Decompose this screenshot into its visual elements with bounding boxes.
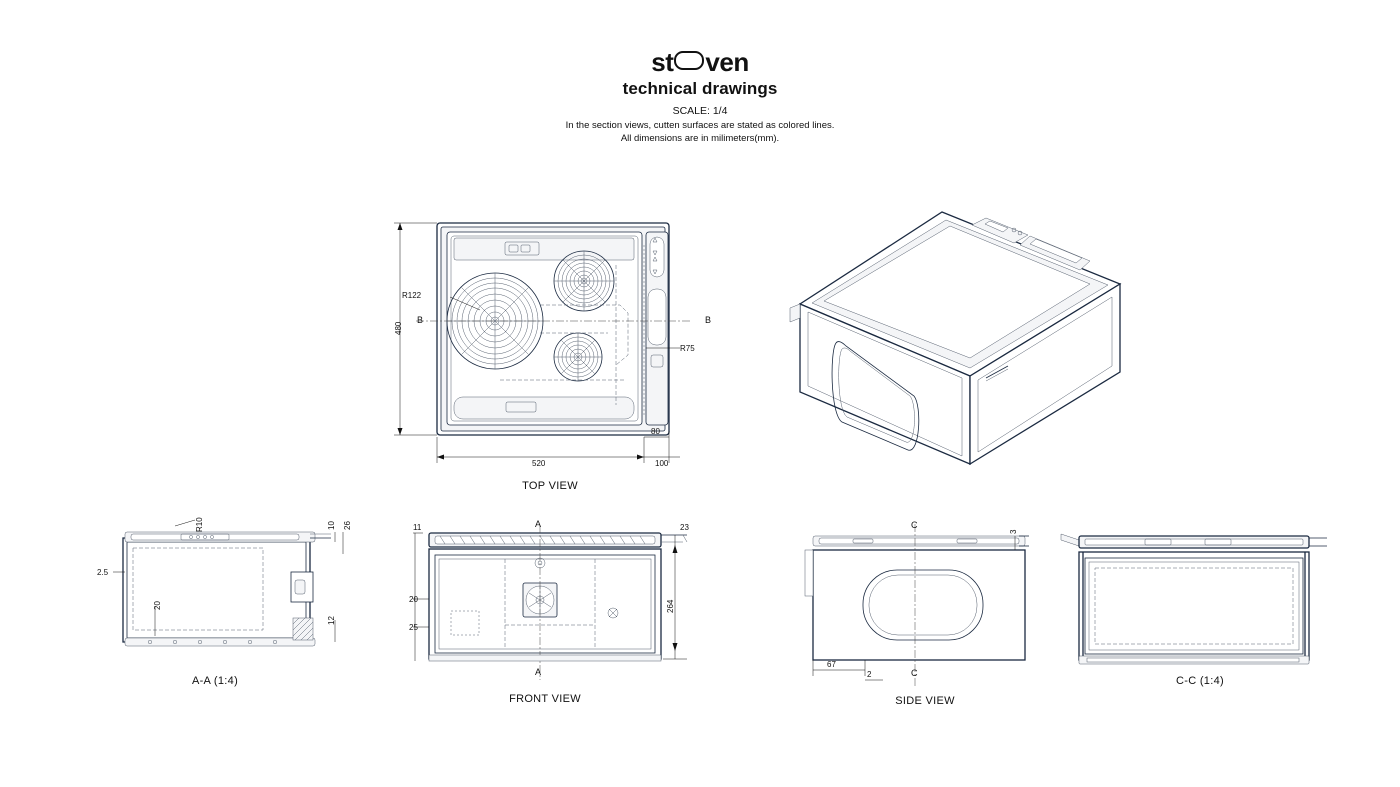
front-view-caption: FRONT VIEW bbox=[509, 693, 581, 705]
side-view-drawing bbox=[805, 510, 1045, 710]
section-mark-b-left: B bbox=[417, 315, 424, 325]
dim-side-67: 67 bbox=[827, 660, 836, 669]
logo-oval-icon bbox=[674, 51, 704, 70]
logo-text-prefix: st bbox=[651, 47, 674, 77]
isometric-drawing bbox=[790, 200, 1130, 490]
section-mark-c-bottom: C bbox=[911, 668, 918, 678]
front-view-drawing bbox=[395, 505, 725, 705]
section-aa-caption: A-A (1:4) bbox=[191, 675, 239, 687]
side-view-caption: SIDE VIEW bbox=[895, 695, 955, 707]
logo-text-suffix: ven bbox=[705, 47, 749, 77]
dim-top-100: 100 bbox=[655, 459, 669, 468]
section-cc-caption: C-C (1:4) bbox=[1176, 675, 1224, 687]
dim-aa-20: 20 bbox=[153, 601, 162, 610]
dim-aa-10: 10 bbox=[327, 521, 336, 530]
dim-front-264: 264 bbox=[666, 599, 675, 613]
section-mark-a-bottom: A bbox=[535, 667, 542, 677]
section-mark-b-right: B bbox=[705, 315, 712, 325]
dim-side-2: 2 bbox=[867, 670, 872, 679]
side-view bbox=[805, 510, 1045, 710]
section-aa-view bbox=[95, 510, 360, 695]
top-view-drawing bbox=[380, 205, 760, 495]
dim-front-11: 11 bbox=[413, 523, 422, 532]
section-aa-drawing bbox=[95, 510, 360, 695]
dim-front-20: 20 bbox=[409, 595, 418, 604]
section-mark-a-top: A bbox=[535, 519, 542, 529]
dim-top-r122: R122 bbox=[402, 291, 422, 300]
scale-label: SCALE: 1/4 bbox=[672, 105, 728, 117]
dim-aa-r10: R10 bbox=[195, 517, 204, 532]
top-view-caption: TOP VIEW bbox=[522, 480, 578, 492]
drawing-header bbox=[0, 48, 1400, 144]
dim-aa-2-5: 2.5 bbox=[97, 568, 109, 577]
dim-top-r75: R75 bbox=[680, 344, 695, 353]
note-dimensions: All dimensions are in milimeters(mm). bbox=[620, 133, 780, 144]
note-section-views: In the section views, cutten surfaces are stated as colored lines. bbox=[565, 120, 835, 131]
dim-aa-12: 12 bbox=[327, 616, 336, 625]
brand-logo bbox=[651, 48, 748, 76]
dim-aa-26: 26 bbox=[343, 521, 352, 530]
dim-top-height: 480 bbox=[394, 321, 403, 335]
burner-medium-top bbox=[554, 251, 614, 311]
isometric-view bbox=[790, 200, 1130, 490]
section-cc-view bbox=[1055, 510, 1345, 705]
section-mark-c-top: C bbox=[911, 520, 918, 530]
dim-side-3: 3 bbox=[1009, 529, 1018, 534]
dim-top-80: 80 bbox=[651, 427, 660, 436]
dim-front-25: 25 bbox=[409, 623, 418, 632]
dim-top-width: 520 bbox=[532, 459, 546, 468]
dim-front-23: 23 bbox=[680, 523, 689, 532]
front-view bbox=[395, 505, 725, 705]
burner-medium-bottom bbox=[554, 333, 602, 381]
top-view bbox=[380, 205, 760, 495]
page-title: technical drawings bbox=[622, 79, 778, 98]
